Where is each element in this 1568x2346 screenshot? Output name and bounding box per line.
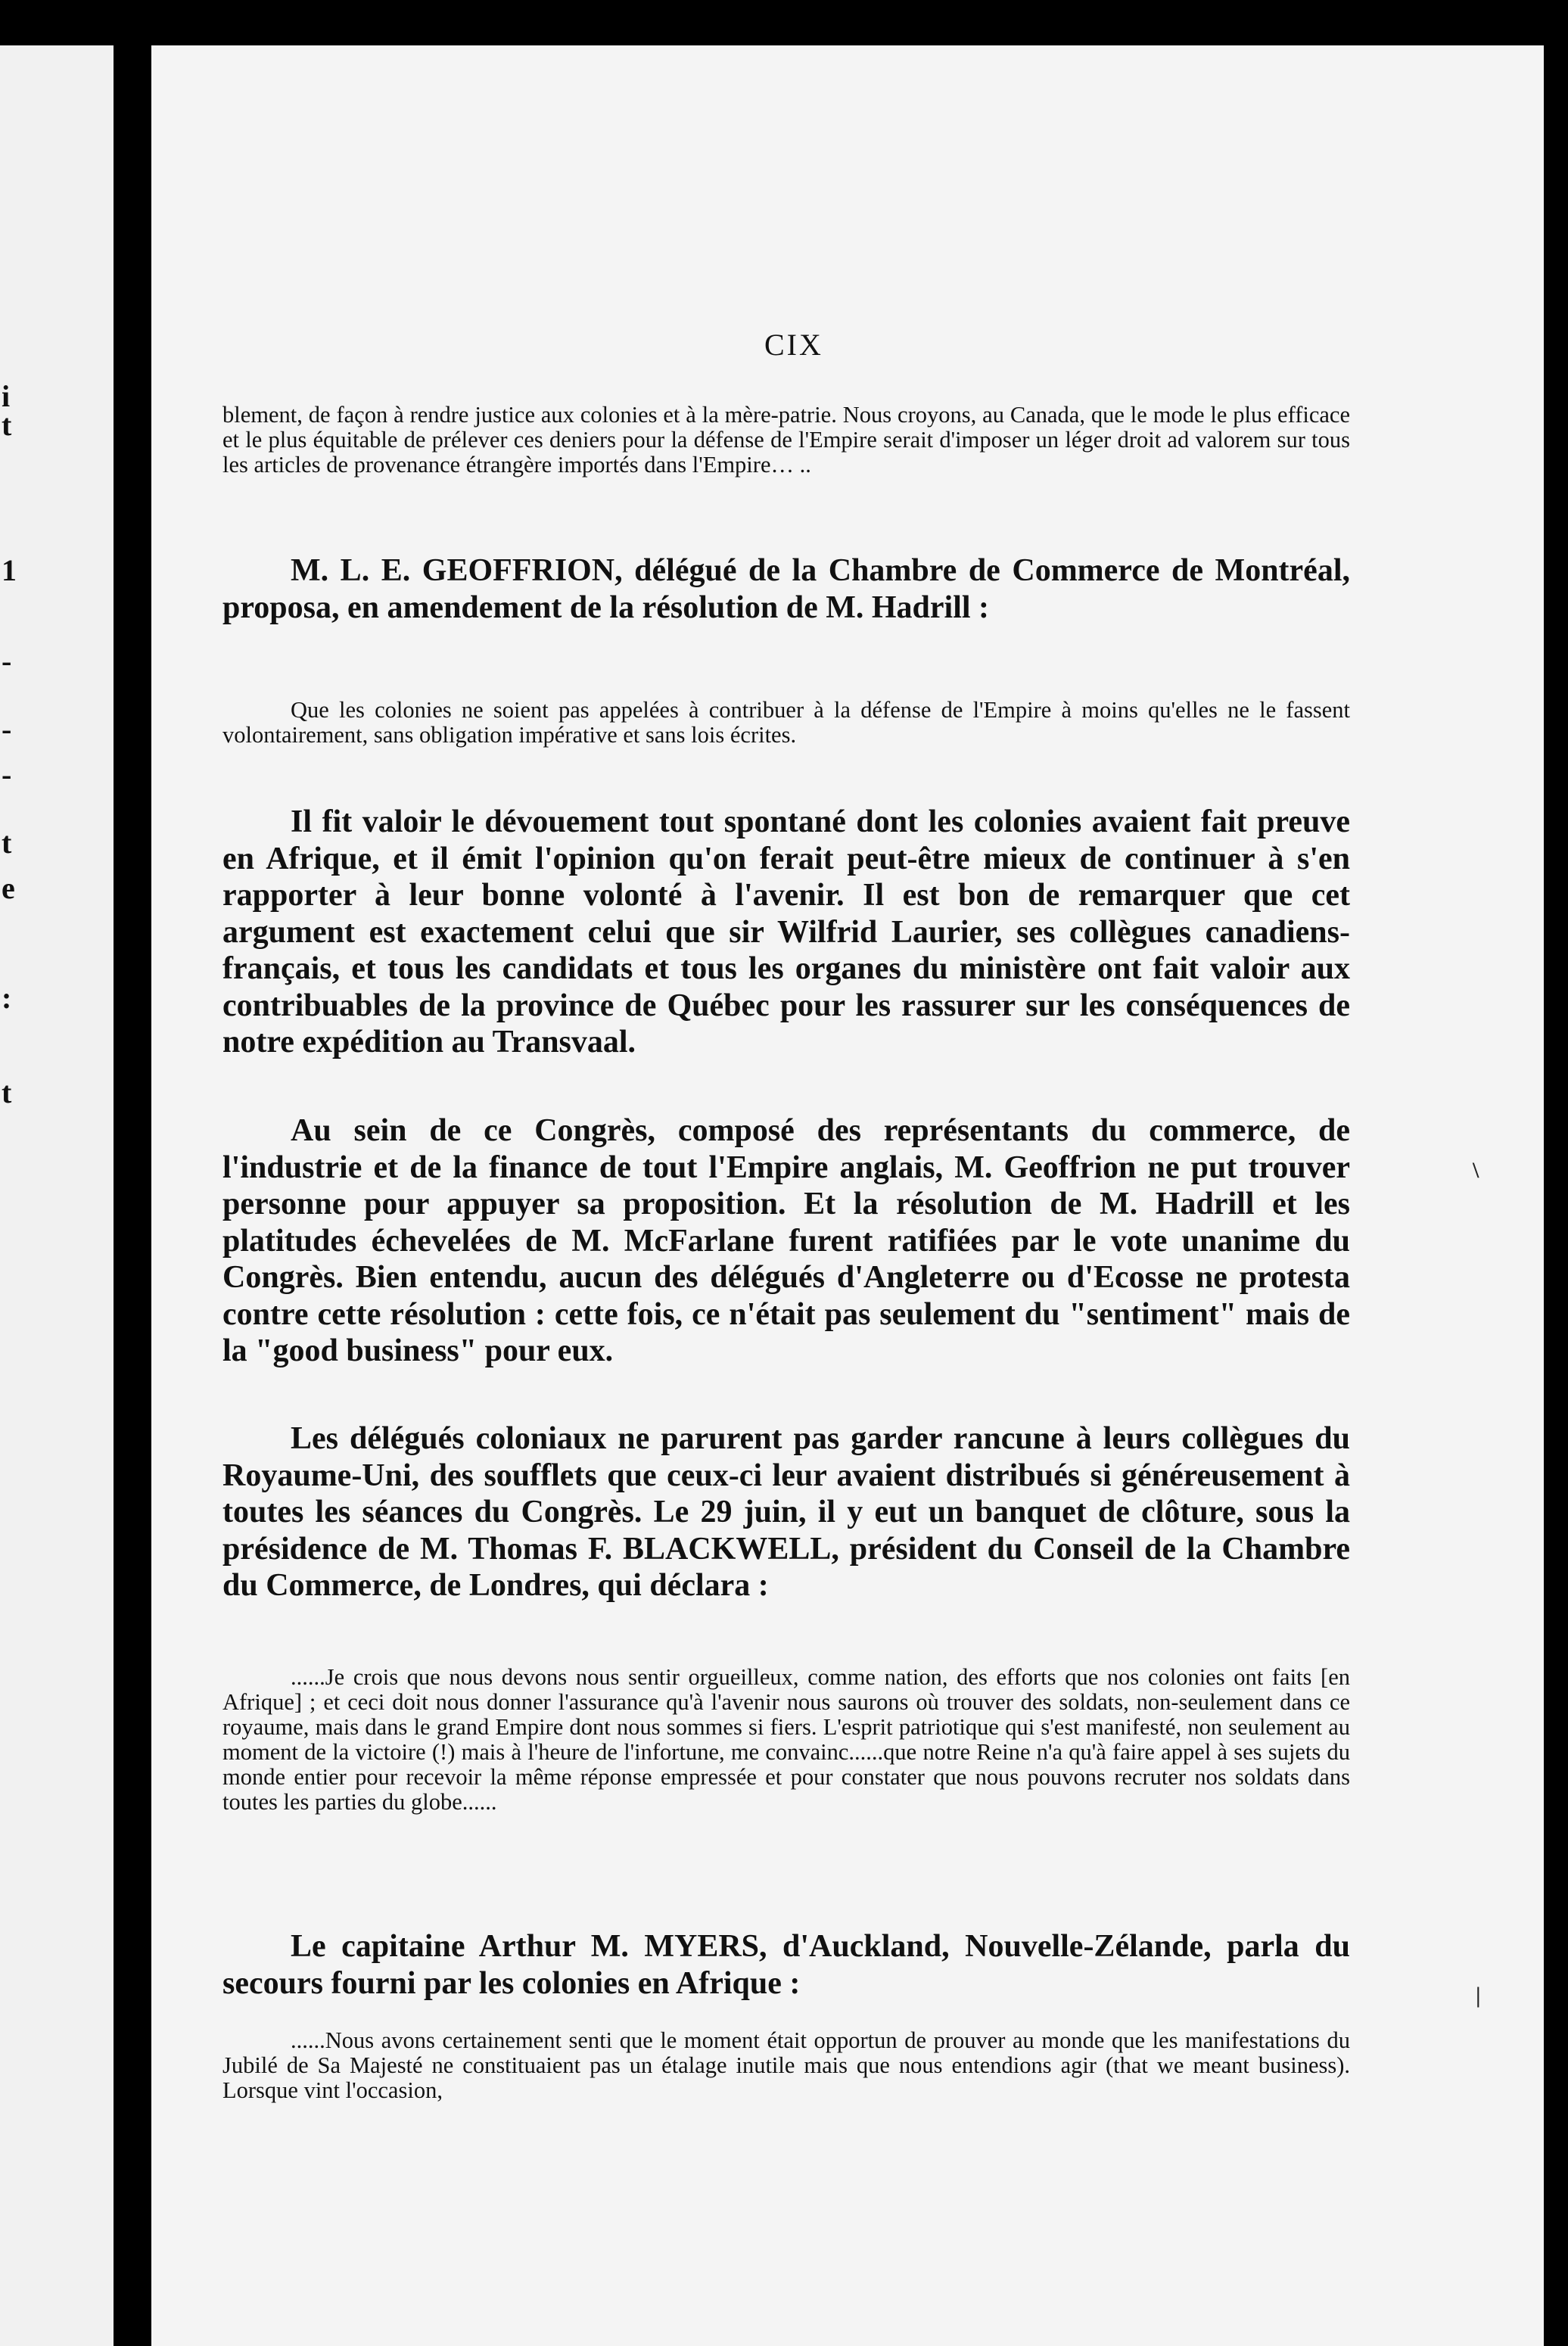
facing-page-edge — [0, 45, 114, 2346]
quotation-blackwell: ......Je crois que nous devons nous sentir orgueilleux, comme nation, des efforts que nos colonies ont faits [en Afrique] ; et ceci doit nous donner l'assurance qu'à l'avenir nous saurons où trouver des soldats, non-seulement dans ce royaume, mais dans le grand Empire dont nous sommes si fiers. L'esprit patriotique qui s'est manifesté, non seulement au moment de la victoire (!) mais à l'heure de l'infortune, me convainc......que notre Reine n'a qu'à faire appel à ses sujets du monde entier pour recevoir la même réponse empressée et pour constater que nous pouvons recruter nos soldats dans toutes les parties du globe...... — [222, 1664, 1350, 1815]
page-number: CIX — [764, 328, 823, 362]
paragraph-devouement: Il fit valoir le dévouement tout spontané dont les colonies avaient fait preuve en Afrique, et il émit l'opinion qu'on ferait peut-être mieux de continuer à s'en rapporter à leur bonne volonté à l'avenir. Il est bon de remarquer que cet argument est exactement celui que sir Wilfrid Laurier, ses collègues canadiens-français, et tous les candidats et tous les organes du ministère ont fait valoir aux contribuables de la province de Québec pour les rassurer sur les conséquences de notre expédition au Transvaal. — [222, 804, 1350, 1059]
margin-mark: \ — [1473, 1158, 1479, 1183]
margin-mark: | — [1476, 1983, 1481, 2008]
quotation-amendment: Que les colonies ne soient pas appelées à contribuer à la défense de l'Empire à moins qu'elles ne le fassent volontairement, sans obligation impérative et sans lois écrites. — [222, 697, 1350, 748]
paragraph-myers: Le capitaine Arthur M. MYERS, d'Auckland, Nouvelle-Zélande, parla du secours fourni par les colonies en Afrique : — [222, 1929, 1350, 2001]
quotation-myers: ......Nous avons certainement senti que le moment était opportun de prouver au monde que les manifestations du Jubilé de Sa Majesté ne constituaient pas un étalage inutile mais que nous entendions agir (that we meant business). Lorsque vint l'occasion, — [222, 2027, 1350, 2103]
paragraph-delegues-coloniaux: Les délégués coloniaux ne parurent pas garder rancune à leurs collègues du Royaume-Uni, des soufflets que ceux-ci leur avaient distribués si généreusement à toutes les séances du Congrès. Le 29 juin, il y eut un banquet de clôture, sous la présidence de M. Thomas F. BLACKWELL, président du Conseil de la Chambre du Commerce, de Londres, qui déclara : — [222, 1421, 1350, 1603]
edge-fragment: - — [2, 712, 12, 746]
edge-fragment: - — [2, 758, 12, 792]
facing-page-letter-fragments — [2, 45, 24, 2346]
book-gutter — [114, 45, 151, 2346]
paragraph-continued: blement, de façon à rendre justice aux colonies et à la mère-patrie. Nous croyons, au Canada, que le mode le plus efficace et le plus équitable de prélever ces deniers pour la défense de l'Empire serait d'imposer un léger droit ad valorem sur tous les articles de provenance étrangère importés dans l'Empire… .. — [222, 402, 1350, 478]
edge-fragment: t — [2, 826, 12, 860]
edge-fragment: : — [2, 981, 12, 1015]
edge-fragment: t — [2, 1075, 12, 1109]
edge-fragment: i — [2, 379, 11, 413]
edge-fragment: t — [2, 408, 12, 442]
edge-fragment: - — [2, 644, 12, 678]
edge-fragment: e — [2, 871, 15, 905]
paragraph-geoffrion-amendment: M. L. E. GEOFFRION, délégué de la Chambre de Commerce de Montréal, proposa, en amendement de la résolution de M. Hadrill : — [222, 553, 1350, 625]
paragraph-congres: Au sein de ce Congrès, composé des représentants du commerce, de l'industrie et de la finance de tout l'Empire anglais, M. Geoffrion ne put trouver personne pour appuyer sa proposition. Et la résolution de M. Hadrill et les platitudes échevelées de M. McFarlane furent ratifiées par le vote unanime du Congrès. Bien entendu, aucun des délégués d'Angleterre ou d'Ecosse ne protesta contre cette résolution : cette fois, ce n'était pas seulement du "sentiment" mais de la "good business" pour eux. — [222, 1113, 1350, 1368]
edge-fragment: 1 — [2, 553, 17, 587]
